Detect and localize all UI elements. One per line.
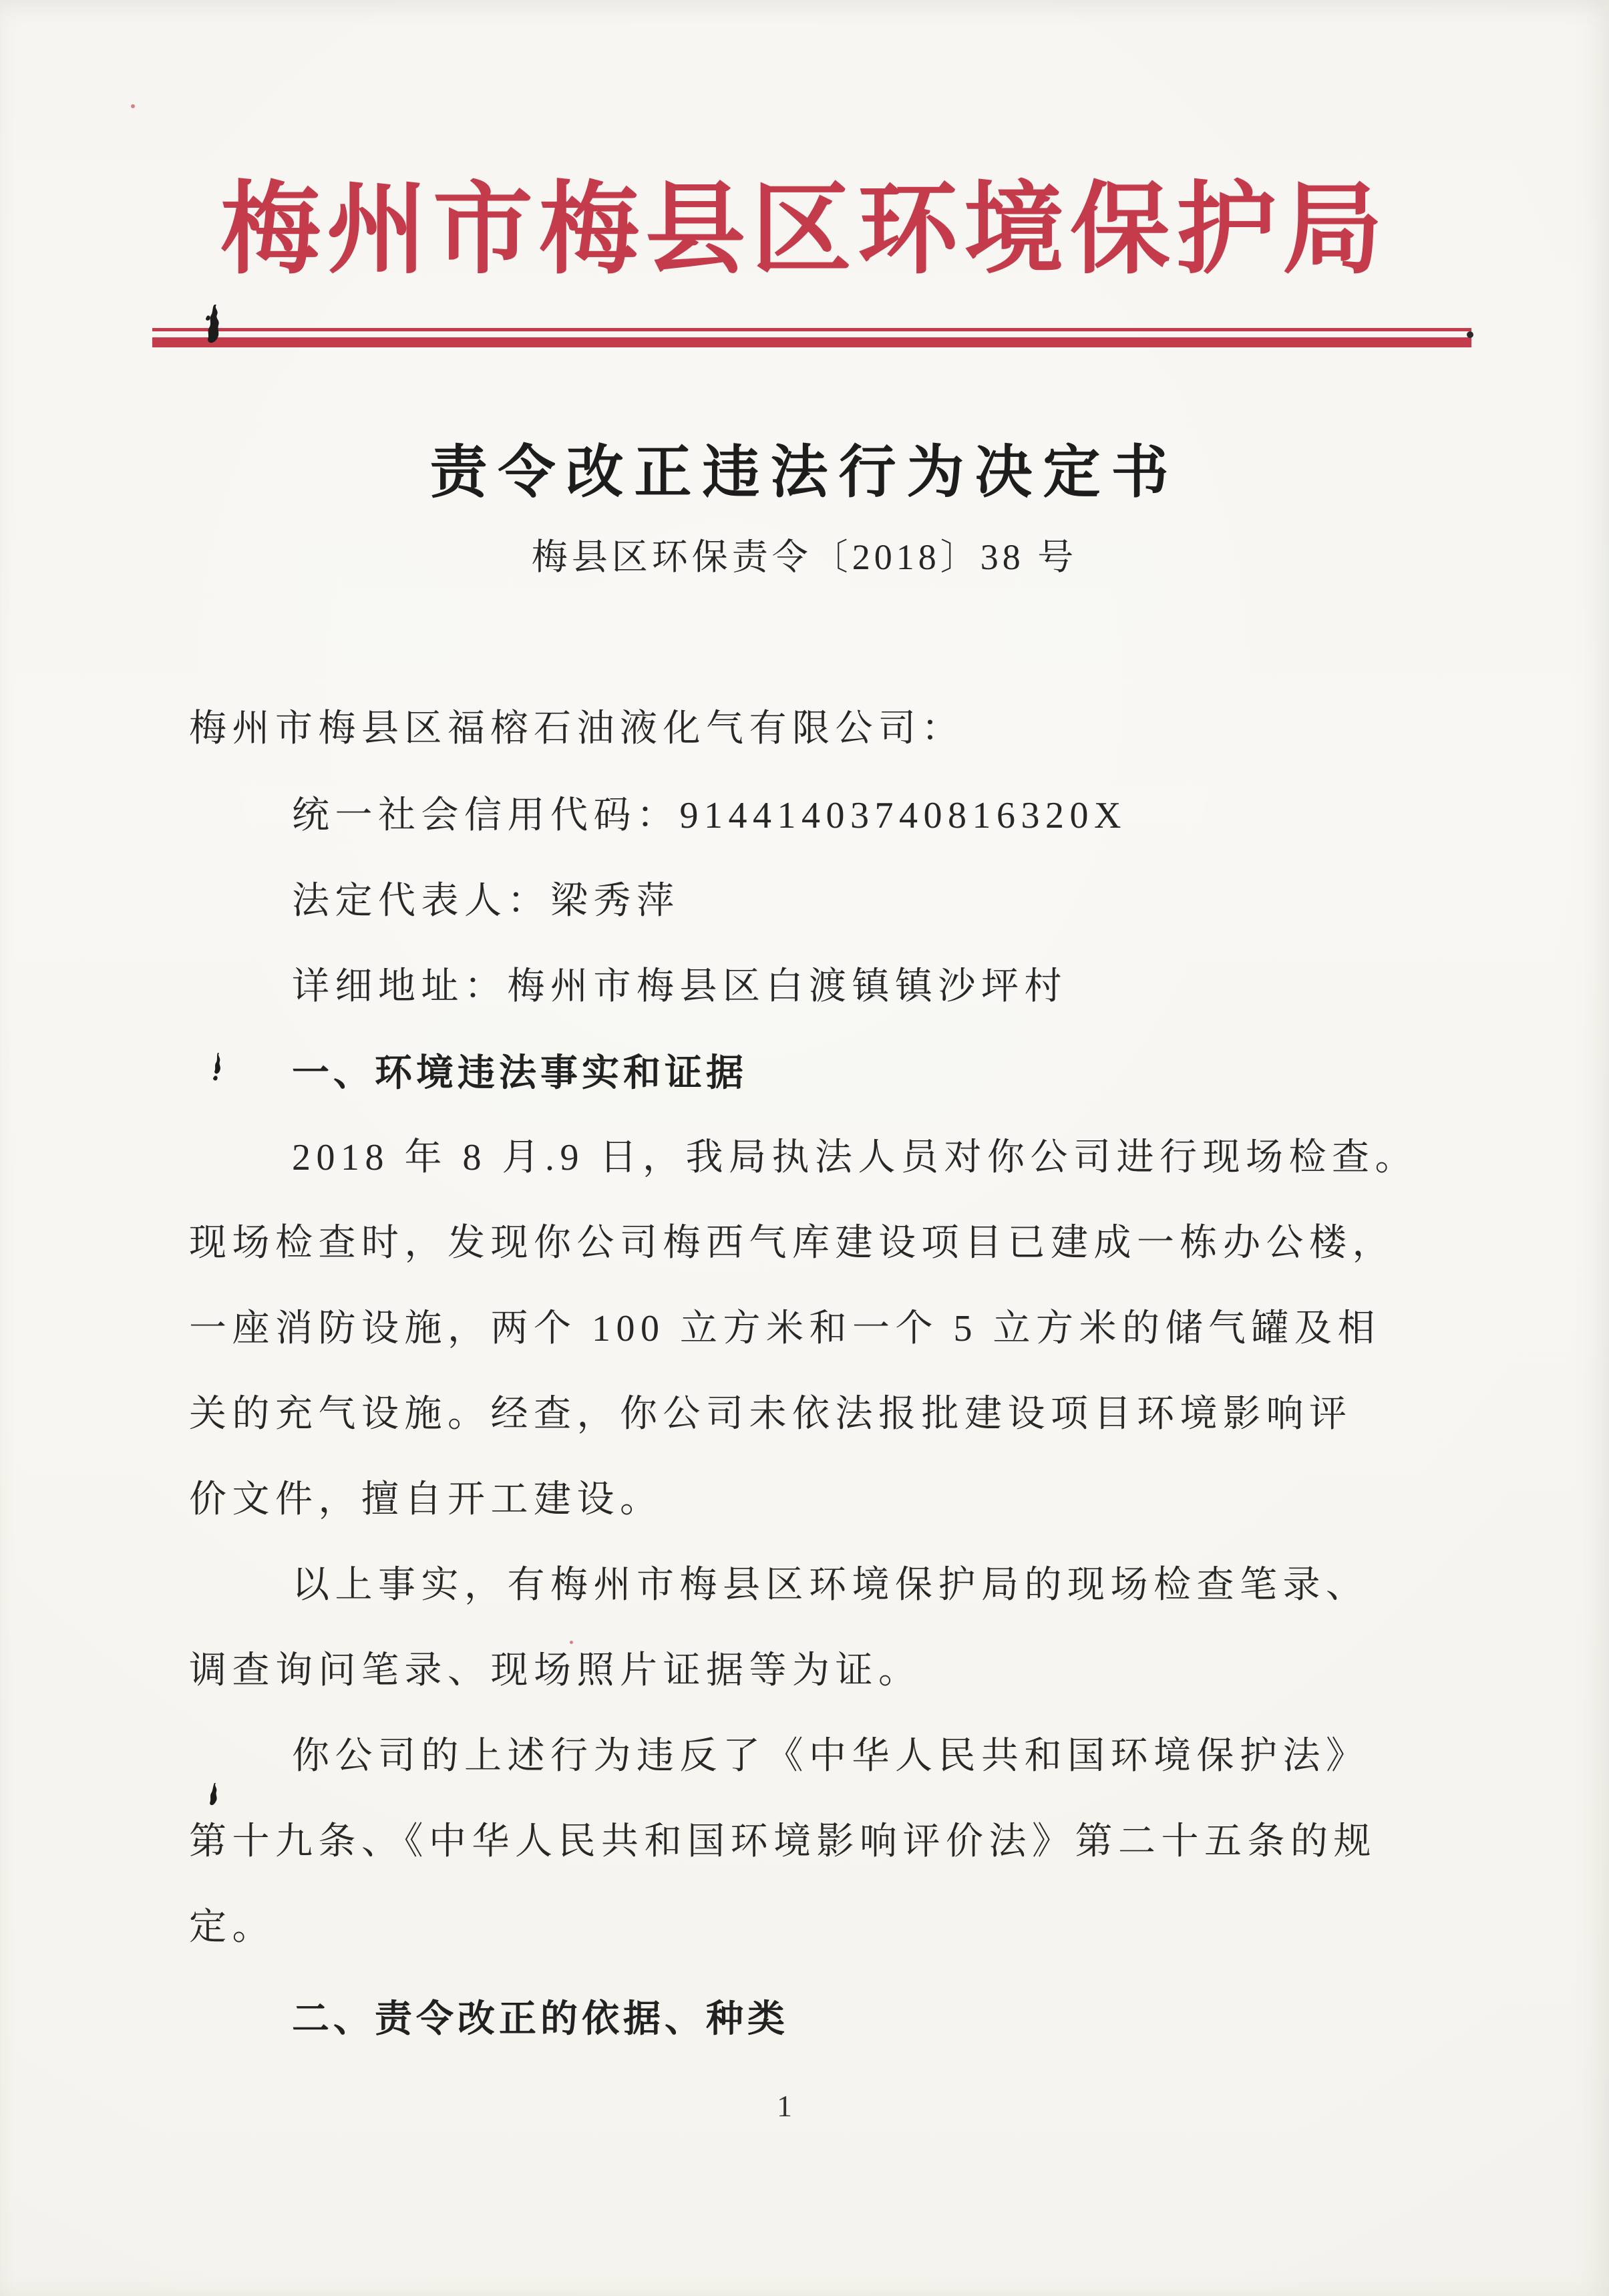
body-line: 以上事实，有梅州市梅县区环境保护局的现场检查笔录、 (292, 1565, 1369, 1606)
body-line: 第十九条、《中华人民共和国环境影响评价法》第二十五条的规 (189, 1821, 1377, 1862)
ink-mark-icon (203, 304, 226, 345)
body-line: 你公司的上述行为违反了《中华人民共和国环境保护法》 (292, 1736, 1369, 1777)
ink-mark-icon (211, 1052, 226, 1082)
scan-speck (131, 104, 135, 108)
agency-letterhead-title: 梅州市梅县区环境保护局 (220, 175, 1389, 286)
section-1-heading: 一、环境违法事实和证据 (292, 1051, 747, 1094)
body-line: 现场检查时，发现你公司梅西气库建设项目已建成一栋办公楼， (189, 1222, 1395, 1264)
document-title: 责令改正违法行为决定书 (429, 440, 1180, 504)
body-line: 关的充气设施。经查，你公司未依法报批建设项目环境影响评 (189, 1393, 1353, 1435)
ink-mark-icon (207, 1782, 222, 1812)
letterhead-divider-thin (152, 328, 1471, 331)
document-number: 梅县区环保责令〔2018〕38 号 (531, 537, 1078, 577)
section-2-heading: 二、责令改正的依据、种类 (292, 1997, 789, 2039)
body-line: 一座消防设施，两个 100 立方米和一个 5 立方米的储气罐及相 (189, 1308, 1381, 1349)
body-line: 价文件，擅自开工建设。 (189, 1479, 663, 1520)
letterhead-divider-thick (152, 337, 1471, 347)
body-line: 2018 年 8 月.9 日，我局执法人员对你公司进行现场检查。 (292, 1137, 1418, 1178)
body-line: 定。 (189, 1907, 275, 1948)
body-line: 调查询问笔录、现场照片证据等为证。 (189, 1650, 922, 1691)
scan-speck (570, 1641, 573, 1644)
legal-representative-line: 法定代表人：梁秀萍 (292, 880, 680, 922)
recipient-company-line: 梅州市梅县区福榕石油液化气有限公司： (189, 708, 964, 750)
address-line: 详细地址：梅州市梅县区白渡镇镇沙坪村 (292, 966, 1067, 1007)
divider-end-dot (1467, 331, 1473, 338)
credit-code-line: 统一社会信用代码：91441403740816320X (292, 795, 1127, 836)
page-number: 1 (777, 2089, 792, 2123)
